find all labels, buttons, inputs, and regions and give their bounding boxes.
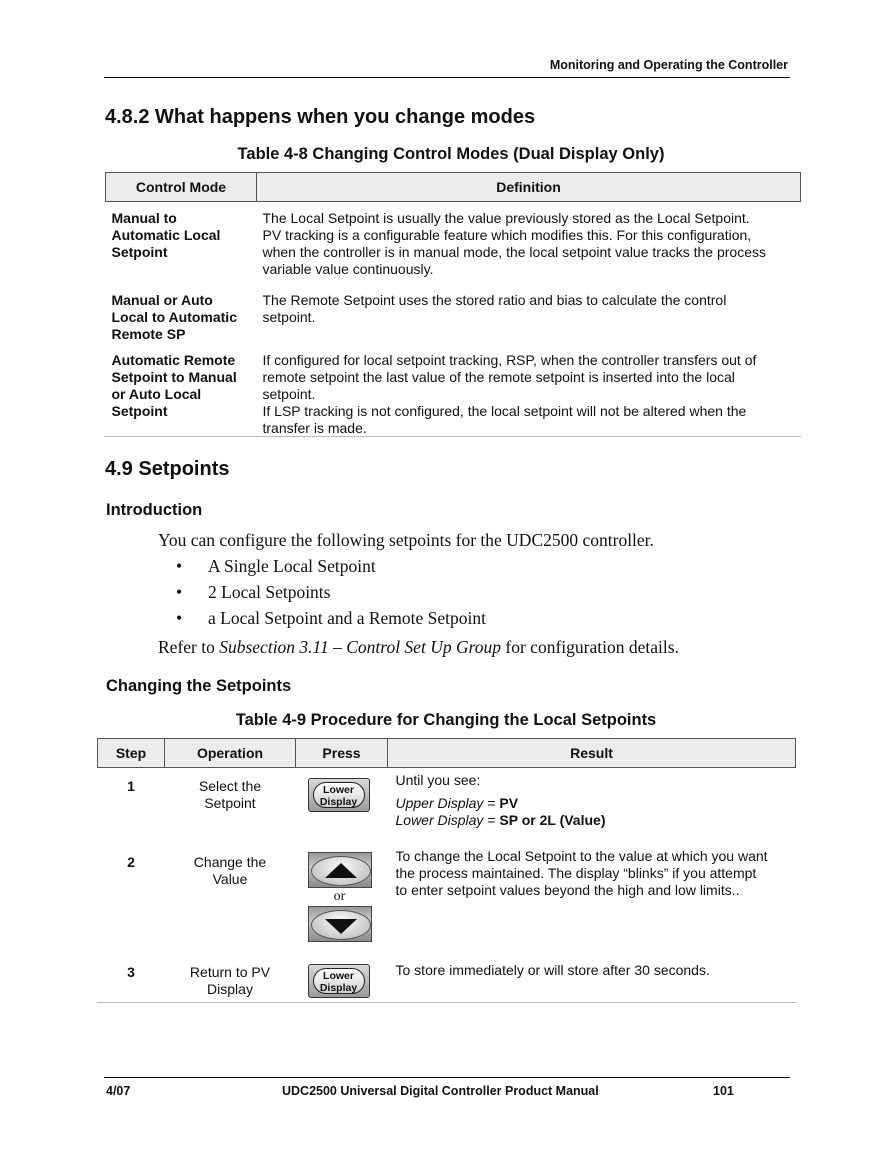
list-item-text: A Single Local Setpoint (208, 556, 376, 576)
operation-line: Return to PV (189, 963, 271, 980)
key-label-line: Lower (323, 784, 354, 796)
definition-line: remote setpoint the last value of the remote setpoint is inserted into the local (262, 368, 735, 385)
down-arrow-icon (312, 911, 370, 939)
table48 (105, 172, 801, 438)
lower-display-key[interactable] (308, 964, 370, 998)
mode-line: Setpoint to Manual (111, 368, 237, 385)
bullet-icon: • (176, 556, 183, 576)
step-number: 2 (127, 853, 135, 870)
mode-line: Automatic Local (111, 227, 221, 243)
operation-line: Setpoint (204, 795, 256, 811)
mode-line: Setpoint (111, 244, 168, 260)
upper-display-label: Upper Display (395, 795, 484, 811)
definition-cell (257, 284, 801, 346)
mode-cell (106, 284, 257, 346)
running-header: Monitoring and Operating the Controller (549, 58, 788, 72)
table49-caption: Table 4-9 Procedure for Changing the Local Setpoints (235, 711, 657, 729)
step-number: 1 (127, 778, 135, 794)
key-label-line: Lower (323, 969, 354, 982)
bullet-icon: • (176, 582, 183, 602)
section-title-482: 4.8.2 What happens when you change modes (105, 106, 536, 128)
press-cell (296, 954, 388, 1018)
setpoint-options-list (176, 556, 676, 634)
refer-suffix: for configuration details. (501, 637, 679, 657)
key-label-line: Display (319, 981, 358, 994)
upper-display-value: PV (499, 795, 519, 811)
refer-sentence (158, 637, 679, 658)
definition-cell (257, 202, 801, 284)
table49 (97, 738, 796, 1018)
mode-line: Remote SP (111, 325, 186, 342)
table49-header-press: Press (296, 739, 388, 768)
table48-caption: Table 4-8 Changing Control Modes (Dual Display Only) (237, 145, 665, 163)
section-title-49: 4.9 Setpoints (105, 458, 230, 480)
page-number: 101 (713, 1084, 734, 1098)
up-arrow-icon (312, 857, 370, 885)
bullet-icon: • (176, 608, 183, 628)
or-label: or (333, 888, 346, 904)
list-item (176, 556, 676, 582)
table48-header-definition: Definition (257, 173, 801, 202)
lower-display-key-label (313, 968, 365, 994)
table48-header-mode: Control Mode (106, 173, 257, 202)
definition-line: PV tracking is a configurable feature which modifies this. For this configuration, (262, 227, 752, 243)
operation-line: Value (212, 870, 248, 887)
footer-date: 4/07 (106, 1084, 131, 1098)
lower-display-key-label (313, 782, 365, 808)
result-line: Until you see: (395, 772, 481, 788)
mode-line: Local to Automatic (111, 308, 237, 325)
table-row (98, 954, 796, 1018)
result-line: the process maintained. The display “blinks” if you attempt (395, 864, 757, 881)
operation-line: Select the (198, 778, 262, 794)
press-cell (296, 844, 388, 954)
result-line: to enter setpoint values beyond the high and low limits.. (395, 881, 740, 898)
table49-bottom-rule (97, 1002, 796, 1003)
mode-line: Automatic Remote (111, 351, 236, 368)
lower-display-label: Lower Display (395, 812, 484, 828)
table49-header-step: Step (98, 739, 165, 768)
mode-cell (106, 202, 257, 284)
increment-key-face (311, 856, 371, 886)
table49-header-operation: Operation (165, 739, 296, 768)
intro-lead: You can configure the following setpoints for the UDC2500 controller. (158, 530, 654, 550)
mode-cell (106, 346, 257, 438)
header-rule (104, 77, 790, 78)
increment-key[interactable] (308, 852, 372, 888)
list-item-text: 2 Local Setpoints (208, 582, 331, 602)
decrement-key[interactable] (308, 906, 372, 942)
mode-line: Setpoint (111, 402, 168, 419)
result-line: To change the Local Setpoint to the value at which you want (395, 847, 768, 864)
definition-line: If LSP tracking is not configured, the local setpoint will not be altered when the (262, 402, 747, 419)
table49-header-result: Result (388, 739, 796, 768)
equals-sign: = (483, 812, 500, 828)
definition-line: setpoint. (262, 385, 316, 402)
result-line (396, 795, 788, 812)
table-row (106, 346, 801, 438)
result-line: To store immediately or will store after 30 seconds. (395, 961, 710, 978)
table-row (98, 768, 796, 844)
step-number: 3 (127, 963, 135, 980)
definition-cell (257, 346, 801, 438)
mode-line: or Auto Local (111, 385, 202, 402)
result-line (396, 812, 788, 829)
definition-line: variable value continuously. (262, 261, 434, 277)
definition-line: If configured for local setpoint tracking, RSP, when the controller transfers out of (262, 351, 757, 368)
result-cell (388, 768, 796, 844)
list-item (176, 582, 676, 608)
lower-display-key[interactable] (308, 778, 370, 812)
mode-line: Manual or Auto (111, 291, 213, 308)
result-cell (388, 954, 796, 1018)
table-row (98, 844, 796, 954)
definition-line: transfer is made. (262, 419, 367, 436)
refer-prefix: Refer to (158, 637, 220, 657)
definition-line: setpoint. (262, 308, 316, 325)
decrement-key-face (311, 910, 371, 940)
key-label-line: Display (319, 796, 358, 808)
changing-heading: Changing the Setpoints (106, 677, 292, 695)
table48-bottom-rule (104, 436, 801, 437)
lower-display-value: SP or 2L (Value) (499, 812, 606, 828)
table-row (106, 202, 801, 284)
footer-rule (104, 1077, 790, 1078)
list-item (176, 608, 676, 634)
list-item-text: a Local Setpoint and a Remote Setpoint (208, 608, 486, 628)
operation-line: Change the (193, 853, 267, 870)
operation-cell (165, 768, 296, 844)
press-cell (296, 768, 388, 844)
mode-line: Manual to (111, 210, 177, 226)
result-cell (388, 844, 796, 954)
definition-line: The Remote Setpoint uses the stored ratio and bias to calculate the control (262, 291, 727, 308)
operation-line: Display (207, 980, 253, 997)
equals-sign: = (483, 795, 500, 811)
table-row (106, 284, 801, 346)
definition-line: when the controller is in manual mode, the local setpoint value tracks the process (262, 244, 766, 260)
footer-title: UDC2500 Universal Digital Controller Product Manual (282, 1084, 599, 1098)
operation-cell (165, 844, 296, 954)
operation-cell (165, 954, 296, 1018)
refer-link-text: Subsection 3.11 – Control Set Up Group (219, 637, 502, 657)
intro-heading: Introduction (106, 501, 203, 519)
definition-line: The Local Setpoint is usually the value previously stored as the Local Setpoint. (262, 210, 750, 226)
